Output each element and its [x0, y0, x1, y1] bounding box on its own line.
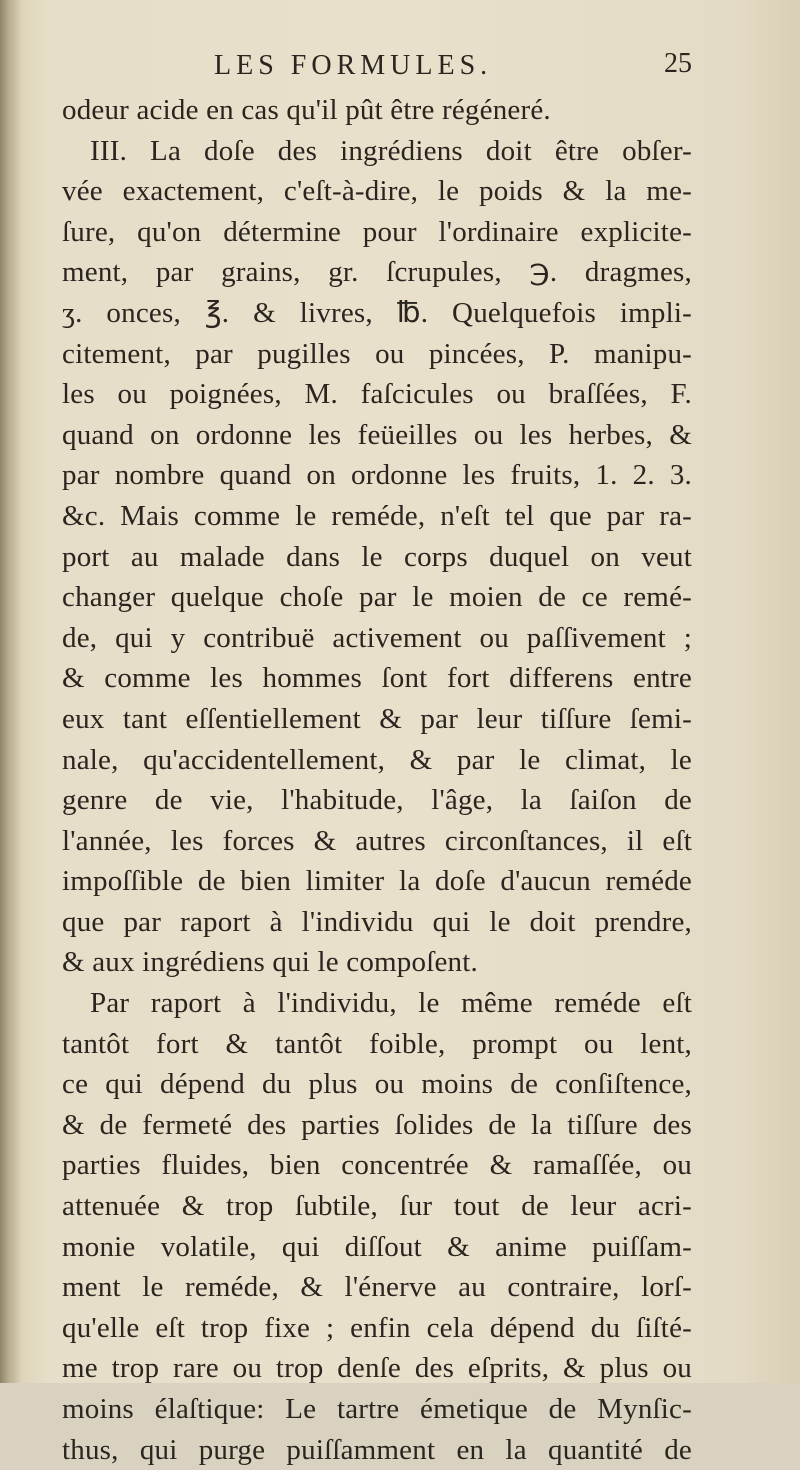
text-block — [62, 40, 692, 1470]
text-line: attenuée & trop ſubtile, ſur tout de leur acri- — [62, 1190, 692, 1223]
running-head-title: LES FORMULES. — [214, 50, 493, 81]
text-line: les ou poignées, M. faſcicules ou braſſées, F. — [62, 378, 692, 411]
text-line: l'année, les forces & autres circonſtances, il eſt — [62, 824, 692, 857]
text-line: de, qui y contribuë activement ou paſſivement ; — [62, 621, 692, 654]
text-line: me trop rare ou trop denſe des eſprits, & plus ou — [62, 1352, 692, 1385]
text-line: tantôt fort & tantôt foible, prompt ou lent, — [62, 1027, 692, 1060]
text-line: genre de vie, l'habitude, l'âge, la ſaiſon de — [62, 784, 692, 817]
text-line: & de fermeté des parties ſolides de la tiſſure des — [62, 1108, 692, 1141]
text-line: nale, qu'accidentellement, & par le climat, le — [62, 743, 692, 776]
text-line: thus, qui purge puiſſamment en la quantité de — [62, 1433, 692, 1466]
text-line: vée exactement, c'eſt-à-dire, le poids & la me- — [62, 175, 692, 208]
text-line: qu'elle eſt trop fixe ; enfin cela dépend du ſiſté- — [62, 1311, 692, 1344]
text-line: port au malade dans le corps duquel on veut — [62, 540, 692, 573]
text-line: moins élaſtique: Le tartre émetique de Mynſic- — [62, 1393, 692, 1425]
text-line: impoſſible de bien limiter la doſe d'aucun reméde — [62, 865, 692, 898]
text-line: ʒ. onces, ℥. & livres, ℔. Quelquefois impli- — [62, 296, 692, 329]
text-line: ment, par grains, gr. ſcrupules, ℈. dragmes, — [62, 256, 692, 289]
text-line: citement, par pugilles ou pincées, P. manipu- — [62, 337, 692, 370]
text-line: Par raport à l'individu, le même reméde eſt — [90, 987, 692, 1020]
text-line: odeur acide en cas qu'il pût être régéneré. — [62, 94, 551, 126]
text-line: ce qui dépend du plus ou moins de conſiſtence, — [62, 1068, 692, 1101]
text-line: &c. Mais comme le reméde, n'eſt tel que par ra- — [62, 499, 692, 532]
text-line: que par raport à l'individu qui le doit prendre, — [62, 905, 692, 938]
running-head — [62, 40, 692, 90]
text-line: quand on ordonne les feüeilles ou les herbes, & — [62, 418, 692, 451]
text-line: monie volatile, qui diſſout & anime puiſſam- — [62, 1230, 692, 1263]
text-line: ſure, qu'on détermine pour l'ordinaire explicite- — [62, 215, 692, 248]
text-line: eux tant eſſentiellement & par leur tiſſure ſemi- — [62, 702, 692, 735]
text-line: III. La doſe des ingrédiens doit être obſer- — [90, 134, 692, 167]
page-number: 25 — [664, 48, 692, 79]
text-line: ment le reméde, & l'énerve au contraire, lorſ- — [62, 1271, 692, 1304]
text-line: & aux ingrédiens qui le compoſent. — [62, 946, 478, 979]
text-line: par nombre quand on ordonne les fruits, 1. 2. 3. — [62, 459, 692, 492]
text-line: changer quelque choſe par le moien de ce remé- — [62, 581, 692, 614]
text-line: parties fluides, bien concentrée & ramaſſée, ou — [62, 1149, 692, 1182]
text-line: & comme les hommes ſont fort differens entre — [62, 662, 692, 695]
binding-gutter — [0, 0, 22, 1383]
